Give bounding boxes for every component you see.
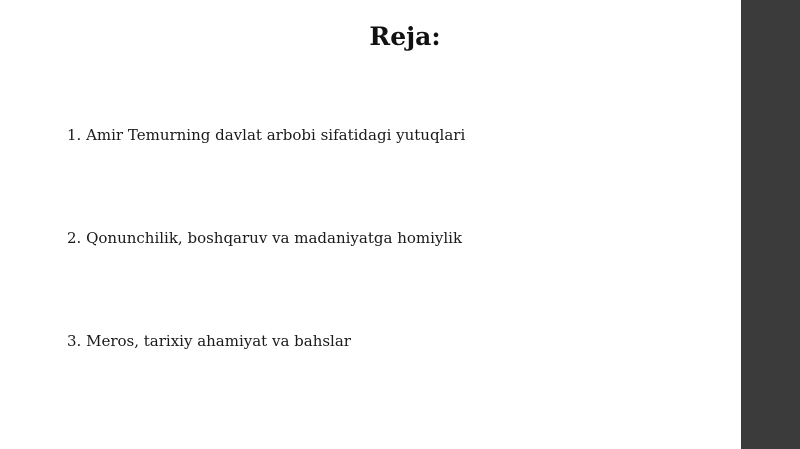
agenda-item-3: 3. Meros, tarixiy ahamiyat va bahslar: [67, 332, 351, 350]
agenda-item-2: 2. Qonunchilik, boshqaruv va madaniyatga homiylik: [67, 229, 463, 247]
side-panel: [741, 0, 800, 449]
slide-title: Reja:: [369, 22, 441, 51]
agenda-item-1: 1. Amir Temurning davlat arbobi sifatidagi yutuqlari: [67, 126, 466, 144]
